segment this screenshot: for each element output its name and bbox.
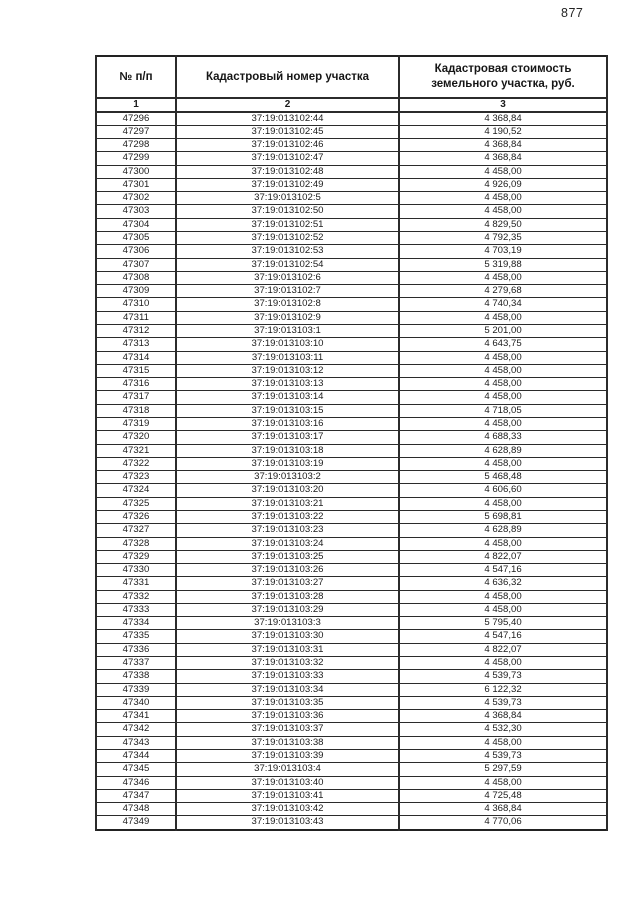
row-number-cell: 47296	[96, 112, 176, 126]
cadastral-value-cell: 4 458,00	[399, 271, 607, 284]
cadastral-number-cell: 37:19:013102:51	[176, 218, 399, 231]
cadastral-value-cell: 4 643,75	[399, 338, 607, 351]
cadastral-number-cell: 37:19:013103:39	[176, 750, 399, 763]
table-row	[96, 723, 607, 736]
cadastral-value-cell: 4 770,06	[399, 816, 607, 830]
row-number-cell: 47312	[96, 325, 176, 338]
table-row	[96, 564, 607, 577]
cadastral-number-cell: 37:19:013103:23	[176, 524, 399, 537]
cadastral-number-cell: 37:19:013103:36	[176, 710, 399, 723]
cadastral-value-cell: 4 458,00	[399, 497, 607, 510]
cadastral-number-cell: 37:19:013103:33	[176, 670, 399, 683]
cadastral-value-cell: 4 539,73	[399, 670, 607, 683]
cadastral-value-cell: 4 458,00	[399, 776, 607, 789]
cadastral-value-cell: 4 458,00	[399, 457, 607, 470]
cadastral-number-cell: 37:19:013103:1	[176, 325, 399, 338]
cadastral-value-cell: 4 725,48	[399, 789, 607, 802]
row-number-cell: 47334	[96, 617, 176, 630]
row-number-cell: 47310	[96, 298, 176, 311]
cadastral-value-cell: 4 458,00	[399, 391, 607, 404]
row-number-cell: 47324	[96, 484, 176, 497]
cadastral-value-cell: 5 698,81	[399, 510, 607, 523]
table-row	[96, 657, 607, 670]
table-row	[96, 139, 607, 152]
cadastral-number-cell: 37:19:013103:10	[176, 338, 399, 351]
row-number-cell: 47318	[96, 404, 176, 417]
cadastral-number-cell: 37:19:013103:19	[176, 457, 399, 470]
row-number-cell: 47349	[96, 816, 176, 830]
cadastral-value-cell: 4 458,00	[399, 657, 607, 670]
table-row	[96, 417, 607, 430]
table-row	[96, 338, 607, 351]
row-number-cell: 47329	[96, 550, 176, 563]
cadastral-value-cell: 5 795,40	[399, 617, 607, 630]
cadastral-number-cell: 37:19:013103:21	[176, 497, 399, 510]
table-row	[96, 364, 607, 377]
table-row	[96, 617, 607, 630]
cadastral-value-cell: 4 606,60	[399, 484, 607, 497]
row-number-cell: 47313	[96, 338, 176, 351]
table-row	[96, 550, 607, 563]
row-number-cell: 47314	[96, 351, 176, 364]
row-number-cell: 47332	[96, 590, 176, 603]
row-number-cell: 47331	[96, 577, 176, 590]
cadastral-table	[95, 55, 608, 831]
table-row	[96, 325, 607, 338]
header-row	[96, 56, 607, 98]
row-number-cell: 47342	[96, 723, 176, 736]
row-number-cell: 47345	[96, 763, 176, 776]
cadastral-number-cell: 37:19:013103:12	[176, 364, 399, 377]
cadastral-number-cell: 37:19:013103:27	[176, 577, 399, 590]
cadastral-number-cell: 37:19:013103:16	[176, 417, 399, 430]
cadastral-number-cell: 37:19:013103:15	[176, 404, 399, 417]
table-row	[96, 524, 607, 537]
table-row	[96, 683, 607, 696]
table-row	[96, 510, 607, 523]
cadastral-value-cell: 4 458,00	[399, 205, 607, 218]
cadastral-number-cell: 37:19:013102:48	[176, 165, 399, 178]
row-number-cell: 47315	[96, 364, 176, 377]
row-number-cell: 47323	[96, 471, 176, 484]
cadastral-value-cell: 4 458,00	[399, 378, 607, 391]
table-row	[96, 643, 607, 656]
cadastral-value-cell: 5 468,48	[399, 471, 607, 484]
cadastral-number-cell: 37:19:013103:32	[176, 657, 399, 670]
cadastral-value-cell: 4 458,00	[399, 364, 607, 377]
table-header	[96, 56, 607, 112]
cadastral-value-cell: 4 547,16	[399, 630, 607, 643]
cadastral-value-cell: 4 532,30	[399, 723, 607, 736]
cadastral-value-cell: 4 628,89	[399, 524, 607, 537]
row-number-cell: 47346	[96, 776, 176, 789]
header-row-number: № п/п	[96, 56, 176, 98]
table-row	[96, 285, 607, 298]
cadastral-value-cell: 4 458,00	[399, 537, 607, 550]
cadastral-number-cell: 37:19:013102:7	[176, 285, 399, 298]
cadastral-number-cell: 37:19:013102:44	[176, 112, 399, 126]
cadastral-number-cell: 37:19:013103:34	[176, 683, 399, 696]
table-row	[96, 431, 607, 444]
table-row	[96, 271, 607, 284]
cadastral-value-cell: 4 458,00	[399, 311, 607, 324]
cadastral-number-cell: 37:19:013103:11	[176, 351, 399, 364]
row-number-cell: 47304	[96, 218, 176, 231]
table-row	[96, 630, 607, 643]
table-row	[96, 696, 607, 709]
table-row	[96, 125, 607, 138]
column-index-2: 2	[176, 98, 399, 112]
cadastral-value-cell: 5 319,88	[399, 258, 607, 271]
cadastral-value-cell: 4 458,00	[399, 165, 607, 178]
cadastral-number-cell: 37:19:013103:22	[176, 510, 399, 523]
cadastral-number-cell: 37:19:013103:43	[176, 816, 399, 830]
cadastral-value-cell: 4 539,73	[399, 696, 607, 709]
row-number-cell: 47343	[96, 736, 176, 749]
column-index-1: 1	[96, 98, 176, 112]
row-number-cell: 47330	[96, 564, 176, 577]
table-row	[96, 603, 607, 616]
row-number-cell: 47335	[96, 630, 176, 643]
cadastral-number-cell: 37:19:013103:13	[176, 378, 399, 391]
cadastral-value-cell: 4 718,05	[399, 404, 607, 417]
cadastral-number-cell: 37:19:013102:46	[176, 139, 399, 152]
cadastral-number-cell: 37:19:013102:50	[176, 205, 399, 218]
header-cadastral-value: Кадастровая стоимость земельного участка, руб.	[399, 56, 607, 98]
row-number-cell: 47340	[96, 696, 176, 709]
table-row	[96, 152, 607, 165]
table-row	[96, 178, 607, 191]
table-row	[96, 670, 607, 683]
cadastral-value-cell: 4 628,89	[399, 444, 607, 457]
cadastral-number-cell: 37:19:013102:54	[176, 258, 399, 271]
cadastral-number-cell: 37:19:013103:4	[176, 763, 399, 776]
cadastral-value-cell: 4 368,84	[399, 139, 607, 152]
table-row	[96, 763, 607, 776]
row-number-cell: 47305	[96, 232, 176, 245]
cadastral-value-cell: 5 201,00	[399, 325, 607, 338]
table-row	[96, 471, 607, 484]
row-number-cell: 47316	[96, 378, 176, 391]
table-row	[96, 205, 607, 218]
table-row	[96, 258, 607, 271]
row-number-cell: 47339	[96, 683, 176, 696]
cadastral-number-cell: 37:19:013103:2	[176, 471, 399, 484]
cadastral-value-cell: 4 636,32	[399, 577, 607, 590]
table-row	[96, 165, 607, 178]
row-number-cell: 47326	[96, 510, 176, 523]
row-number-cell: 47319	[96, 417, 176, 430]
cadastral-value-cell: 4 458,00	[399, 736, 607, 749]
cadastral-number-cell: 37:19:013102:49	[176, 178, 399, 191]
row-number-cell: 47311	[96, 311, 176, 324]
cadastral-value-cell: 4 368,84	[399, 710, 607, 723]
cadastral-value-cell: 4 368,84	[399, 803, 607, 816]
row-number-cell: 47322	[96, 457, 176, 470]
row-number-cell: 47347	[96, 789, 176, 802]
cadastral-value-cell: 4 368,84	[399, 112, 607, 126]
table-row	[96, 218, 607, 231]
cadastral-number-cell: 37:19:013103:3	[176, 617, 399, 630]
row-number-cell: 47328	[96, 537, 176, 550]
table-row	[96, 484, 607, 497]
row-number-cell: 47299	[96, 152, 176, 165]
cadastral-number-cell: 37:19:013102:8	[176, 298, 399, 311]
cadastral-number-cell: 37:19:013102:6	[176, 271, 399, 284]
cadastral-number-cell: 37:19:013103:17	[176, 431, 399, 444]
row-number-cell: 47301	[96, 178, 176, 191]
cadastral-number-cell: 37:19:013103:26	[176, 564, 399, 577]
cadastral-number-cell: 37:19:013103:14	[176, 391, 399, 404]
cadastral-number-cell: 37:19:013102:47	[176, 152, 399, 165]
cadastral-value-cell: 4 368,84	[399, 152, 607, 165]
table-row	[96, 245, 607, 258]
cadastral-value-cell: 4 792,35	[399, 232, 607, 245]
cadastral-number-cell: 37:19:013103:40	[176, 776, 399, 789]
cadastral-number-cell: 37:19:013103:24	[176, 537, 399, 550]
column-index-3: 3	[399, 98, 607, 112]
cadastral-value-cell: 6 122,32	[399, 683, 607, 696]
cadastral-number-cell: 37:19:013102:52	[176, 232, 399, 245]
cadastral-value-cell: 5 297,59	[399, 763, 607, 776]
table-row	[96, 750, 607, 763]
cadastral-number-cell: 37:19:013102:45	[176, 125, 399, 138]
table-row	[96, 311, 607, 324]
row-number-cell: 47303	[96, 205, 176, 218]
table-row	[96, 391, 607, 404]
row-number-cell: 47321	[96, 444, 176, 457]
row-number-cell: 47333	[96, 603, 176, 616]
row-number-cell: 47297	[96, 125, 176, 138]
cadastral-value-cell: 4 190,52	[399, 125, 607, 138]
column-index-row	[96, 98, 607, 112]
row-number-cell: 47320	[96, 431, 176, 444]
row-number-cell: 47298	[96, 139, 176, 152]
cadastral-number-cell: 37:19:013103:35	[176, 696, 399, 709]
table-row	[96, 298, 607, 311]
table-row	[96, 192, 607, 205]
table-row	[96, 577, 607, 590]
cadastral-value-cell: 4 688,33	[399, 431, 607, 444]
table-row	[96, 404, 607, 417]
row-number-cell: 47325	[96, 497, 176, 510]
cadastral-number-cell: 37:19:013103:20	[176, 484, 399, 497]
table-row	[96, 444, 607, 457]
cadastral-number-cell: 37:19:013103:29	[176, 603, 399, 616]
cadastral-value-cell: 4 279,68	[399, 285, 607, 298]
cadastral-value-cell: 4 822,07	[399, 550, 607, 563]
cadastral-number-cell: 37:19:013103:37	[176, 723, 399, 736]
table-row	[96, 816, 607, 830]
cadastral-number-cell: 37:19:013103:38	[176, 736, 399, 749]
table-row	[96, 457, 607, 470]
table-row	[96, 803, 607, 816]
cadastral-number-cell: 37:19:013103:42	[176, 803, 399, 816]
row-number-cell: 47336	[96, 643, 176, 656]
cadastral-number-cell: 37:19:013103:18	[176, 444, 399, 457]
table-row	[96, 537, 607, 550]
cadastral-value-cell: 4 458,00	[399, 192, 607, 205]
cadastral-value-cell: 4 822,07	[399, 643, 607, 656]
cadastral-value-cell: 4 740,34	[399, 298, 607, 311]
row-number-cell: 47327	[96, 524, 176, 537]
cadastral-number-cell: 37:19:013103:28	[176, 590, 399, 603]
row-number-cell: 47341	[96, 710, 176, 723]
cadastral-number-cell: 37:19:013103:25	[176, 550, 399, 563]
cadastral-number-cell: 37:19:013103:41	[176, 789, 399, 802]
table-row	[96, 497, 607, 510]
cadastral-number-cell: 37:19:013103:31	[176, 643, 399, 656]
cadastral-value-cell: 4 458,00	[399, 603, 607, 616]
cadastral-value-cell: 4 547,16	[399, 564, 607, 577]
table-row	[96, 736, 607, 749]
cadastral-value-cell: 4 703,19	[399, 245, 607, 258]
row-number-cell: 47302	[96, 192, 176, 205]
cadastral-value-cell: 4 539,73	[399, 750, 607, 763]
table-row	[96, 351, 607, 364]
table-row	[96, 710, 607, 723]
table-row	[96, 590, 607, 603]
row-number-cell: 47348	[96, 803, 176, 816]
table-row	[96, 789, 607, 802]
page-number: 877	[561, 6, 584, 20]
cadastral-number-cell: 37:19:013102:5	[176, 192, 399, 205]
cadastral-value-cell: 4 458,00	[399, 590, 607, 603]
row-number-cell: 47300	[96, 165, 176, 178]
row-number-cell: 47338	[96, 670, 176, 683]
table-body	[96, 112, 607, 830]
cadastral-value-cell: 4 926,09	[399, 178, 607, 191]
header-cadastral-number: Кадастровый номер участка	[176, 56, 399, 98]
cadastral-value-cell: 4 458,00	[399, 417, 607, 430]
table-row	[96, 378, 607, 391]
table-row	[96, 776, 607, 789]
row-number-cell: 47308	[96, 271, 176, 284]
row-number-cell: 47309	[96, 285, 176, 298]
cadastral-value-cell: 4 829,50	[399, 218, 607, 231]
row-number-cell: 47306	[96, 245, 176, 258]
cadastral-number-cell: 37:19:013102:53	[176, 245, 399, 258]
cadastral-number-cell: 37:19:013102:9	[176, 311, 399, 324]
row-number-cell: 47307	[96, 258, 176, 271]
cadastral-number-cell: 37:19:013103:30	[176, 630, 399, 643]
table-row	[96, 232, 607, 245]
row-number-cell: 47337	[96, 657, 176, 670]
row-number-cell: 47317	[96, 391, 176, 404]
table-row	[96, 112, 607, 126]
row-number-cell: 47344	[96, 750, 176, 763]
cadastral-value-cell: 4 458,00	[399, 351, 607, 364]
